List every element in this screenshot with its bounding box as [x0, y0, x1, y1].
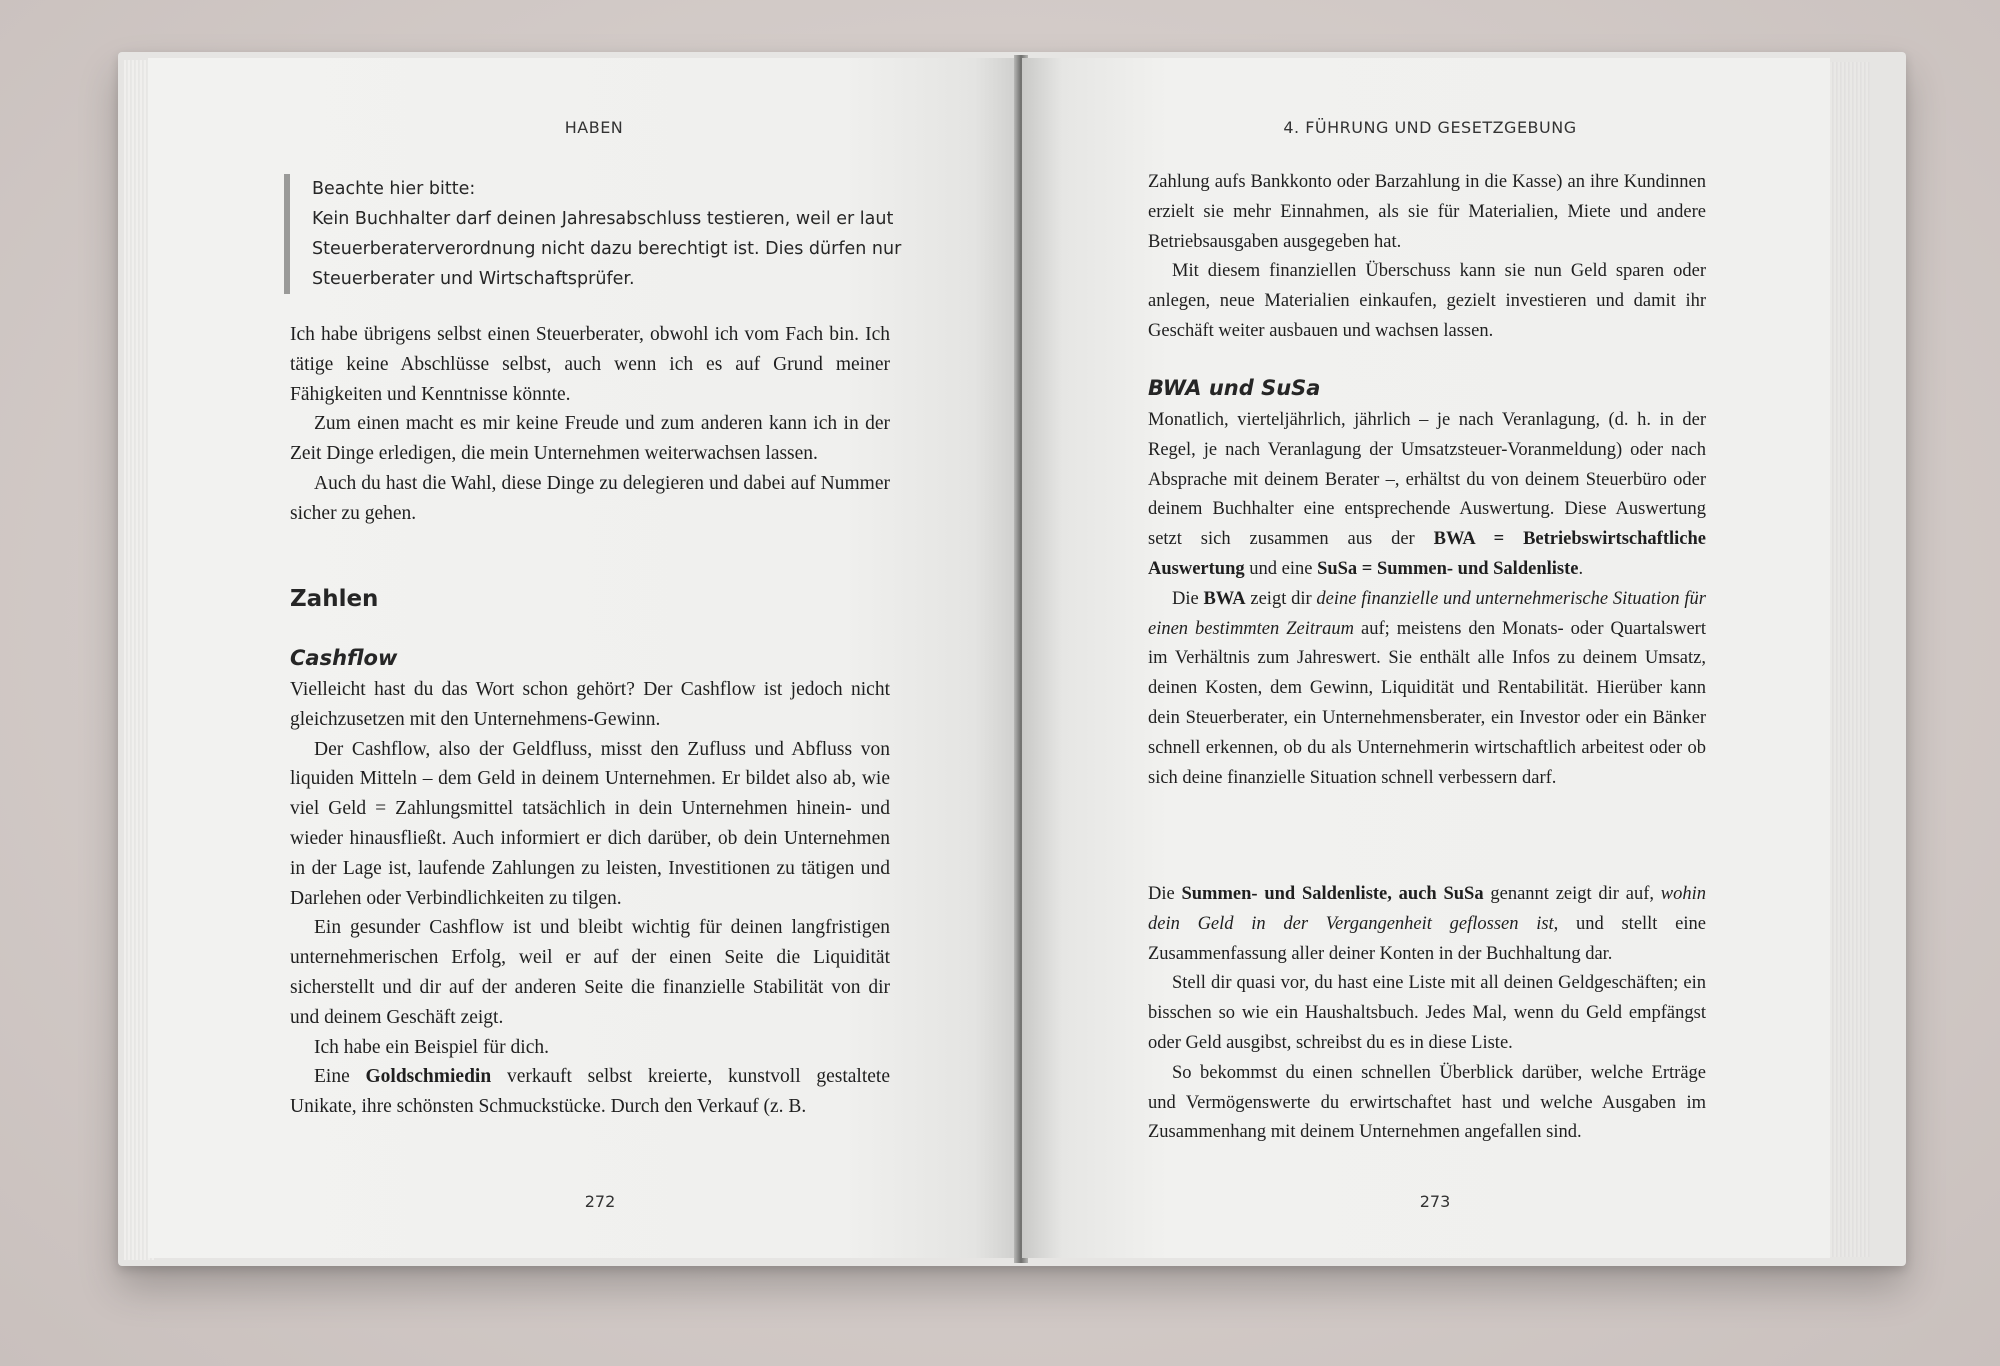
bwa-text: [1148, 406, 1706, 793]
text-run: zeigt dir: [1245, 588, 1317, 609]
paragraph: Ein gesunder Cashflow ist und bleibt wichtig für deinen langfristigen unternehmerischen Erfolg, weil er auf der einen Seite die Liquidität sicherstellt und dir auf der anderen Seite die finanzielle Stabilität von dir und deinem Geschäft zeigt.: [290, 917, 890, 1028]
paragraph: Stell dir quasi vor, du hast eine Liste mit all deinen Geldgeschäften; ein bisschen so wie ein Haushaltsbuch. Jedes Mal, wenn du Geld empfängst oder Geld ausgibst, schreibst du es in diese Liste.: [1148, 973, 1706, 1053]
italic-term: deine finanzielle und unternehmerische Situation für einen bestimmten Zeitraum: [1148, 588, 1706, 639]
text-run: Eine: [314, 1066, 366, 1088]
italic-term: wohin dein Geld in der Vergangenheit geflossen ist: [1148, 884, 1706, 934]
paragraph: [290, 1062, 890, 1122]
callout-line: Kein Buchhalter darf deinen Jahresabschluss testieren, weil er laut: [312, 209, 894, 229]
page-number-left: 272: [584, 1192, 616, 1211]
callout-line: Beachte hier bitte:: [312, 179, 476, 199]
page-edges-right: [1830, 62, 1870, 1257]
paragraph: Mit diesem finanziellen Überschuss kann sie nun Geld sparen oder anlegen, neue Materialien einkaufen, gezielt investieren und damit ihr Geschäft weiter ausbauen und wachsen lassen.: [1148, 261, 1706, 341]
left-intro-text: [290, 320, 890, 529]
bold-term: Summen- und Saldenliste, auch SuSa: [1181, 884, 1484, 904]
paragraph: [1148, 585, 1706, 794]
text-run: verkauft selbst kreierte, kunstvoll gestaltete Unikate, ihre schönsten Schmuckstücke. Durch den Verkauf (z. B.: [290, 1066, 890, 1118]
text-run: auf; meistens den Monats- oder Quartalswert im Verhältnis zum Jahreswert. Sie enthält alle Infos zu deinem Umsatz, deinen Kosten, dem Gewinn, Liquidität und Rentabilität. Hierüber kann dein Steuerberater, ein Unternehmensberater, ein Investor oder ein Bänker schnell erkennen, ob du als Unternehmerin wirtschaftlich arbeitest oder ob sich deine finanzielle Situation schnell verbessern darf.: [1148, 618, 1706, 788]
paragraph: Vielleicht hast du das Wort schon gehört? Der Cashflow ist jedoch nicht gleichzusetzen mit den Unternehmens-Gewinn.: [290, 679, 890, 730]
callout-line: Steuerberater und Wirtschaftsprüfer.: [312, 269, 635, 289]
heading-bwa-wrap: [1148, 376, 1320, 400]
text-run: genannt zeigt dir auf,: [1483, 884, 1661, 904]
cashflow-text: [290, 675, 890, 1122]
susa-text: [1148, 880, 1706, 1148]
text-run: Die: [1148, 884, 1182, 904]
heading-cashflow-wrap: [290, 646, 397, 670]
paragraph: Der Cashflow, also der Geldfluss, misst den Zufluss und Abfluss von liquiden Mitteln – dem Geld in deinem Unternehmen. Er bildet also ab, wie viel Geld = Zahlungsmittel tatsächlich in dein Unternehmen hinein- und wieder hinausfließt. Auch informiert er dich darüber, ob dein Unternehmen in der Lage ist, laufende Zahlungen zu leisten, Investitionen zu tätigen und Darlehen oder Verbindlichkeiten zu tilgen.: [290, 738, 890, 909]
paragraph: Zahlung aufs Bankkonto oder Barzahlung in die Kasse) an ihre Kundinnen erzielt sie mehr Einnahmen, als sie für Materialien, Miete und andere Betriebsausgaben ausgegeben hat.: [1148, 172, 1706, 252]
bold-term: BWA = Betriebswirtschaftliche Auswertung: [1148, 529, 1706, 579]
right-opening-text: [1148, 168, 1706, 347]
callout-line: Steuerberaterverordnung nicht dazu berechtigt ist. Dies dürfen nur: [312, 239, 902, 259]
callout-box: [284, 174, 922, 294]
paragraph: Auch du hast die Wahl, diese Dinge zu delegieren und dabei auf Nummer sicher zu gehen.: [290, 472, 890, 524]
bold-term: SuSa = Summen- und Saldenliste: [1317, 558, 1579, 579]
paragraph: [1148, 880, 1706, 969]
page-number-right: 273: [1419, 1192, 1451, 1211]
running-head-right: 4. FÜHRUNG UND GESETZGEBUNG: [1283, 118, 1577, 137]
text-run: , und stellt eine Zusammenfassung aller deiner Konten in der Buchhaltung dar.: [1148, 913, 1706, 964]
bold-term: BWA: [1203, 588, 1246, 609]
text-run: und eine: [1244, 558, 1318, 579]
text-run: Monatlich, vierteljährlich, jährlich – je nach Veranlagung, (d. h. in der Regel, je nach Veranlagung der Umsatzsteuer-Voranmeldung) oder nach Absprache mit deinem Berater –, erhältst du von deinem Steuerbüro oder deinem Buchhalter eine entsprechende Auswertung. Diese Auswertung setzt sich zusammen aus der: [1148, 410, 1706, 550]
heading-zahlen: Zahlen: [290, 586, 379, 612]
paragraph: Ich habe ein Beispiel für dich.: [314, 1036, 549, 1058]
bold-term: Goldschmiedin: [365, 1066, 492, 1088]
text-run: .: [1578, 558, 1584, 579]
heading-cashflow: Cashflow: [290, 646, 398, 670]
running-head-left: HABEN: [564, 118, 624, 137]
text-run: Die: [1172, 588, 1204, 609]
paragraph: Ich habe übrigens selbst einen Steuerberater, obwohl ich vom Fach bin. Ich tätige keine Abschlüsse selbst, auch wenn ich es auf Grund meiner Fähigkeiten und Kenntnisse könnte.: [290, 324, 890, 405]
heading-bwa-susa: BWA und SuSa: [1148, 376, 1321, 400]
heading-zahlen-wrap: [290, 586, 378, 612]
paragraph: Zum einen macht es mir keine Freude und zum anderen kann ich in der Zeit Dinge erledigen, die mein Unternehmen weiterwachsen lassen.: [290, 413, 890, 465]
paragraph: [1148, 406, 1706, 585]
paragraph: So bekommst du einen schnellen Überblick darüber, welche Erträge und Vermögenswerte du erwirtschaftet hast und welche Ausgaben im Zusammenhang mit deinem Unternehmen angefallen sind.: [1148, 1062, 1706, 1143]
